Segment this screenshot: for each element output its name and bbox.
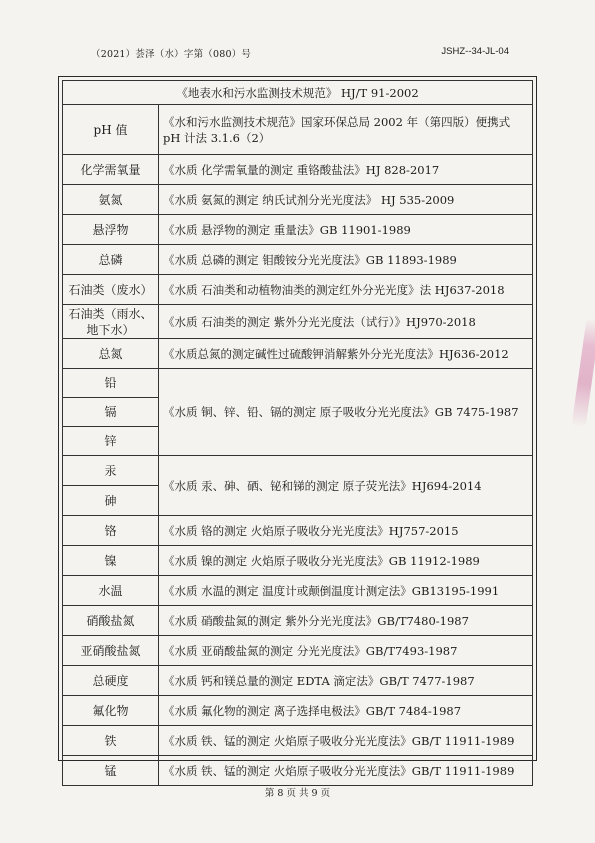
analysis-method: 《水质总氮的测定碱性过硫酸钾消解紫外分光光度法》HJ636-2012 — [159, 339, 533, 369]
parameter-name: 氨氮 — [63, 185, 159, 215]
analysis-method: 《水和污水监测技术规范》国家环保总局 2002 年（第四版）便携式 pH 计法 3.1.6（2） — [159, 105, 533, 155]
table-row — [63, 185, 533, 215]
table-row — [63, 245, 533, 275]
parameter-name: 悬浮物 — [63, 215, 159, 245]
parameter-name: 汞 — [63, 456, 159, 486]
table-row — [63, 696, 533, 726]
parameter-name: 石油类（雨水、地下水） — [63, 305, 159, 339]
table-row — [63, 756, 533, 786]
table-row — [63, 215, 533, 245]
form-code: JSHZ--34-JL-04 — [441, 46, 509, 57]
analysis-method: 《水质 总磷的测定 钼酸铵分光光度法》GB 11893-1989 — [159, 245, 533, 275]
table-row — [63, 339, 533, 369]
analysis-method: 《水质 石油类和动植物油类的测定红外分光光度》法 HJ637-2018 — [159, 275, 533, 305]
parameter-name: 硝酸盐氮 — [63, 606, 159, 636]
page-number: 第 8 页 共 9 页 — [264, 788, 331, 799]
analysis-method: 《水质 铁、锰的测定 火焰原子吸收分光光度法》GB/T 11911-1989 — [159, 726, 533, 756]
analysis-method: 《水质 铁、锰的测定 火焰原子吸收分光光度法》GB/T 11911-1989 — [159, 756, 533, 786]
analysis-method: 《水质 硝酸盐氮的测定 紫外分光光度法》GB/T7480-1987 — [159, 606, 533, 636]
parameter-name: 总氮 — [63, 339, 159, 369]
table-row — [63, 456, 533, 486]
analysis-method: 《水质 石油类的测定 紫外分光光度法（试行）》HJ970-2018 — [159, 305, 533, 339]
parameter-name: 氟化物 — [63, 696, 159, 726]
parameter-name: 石油类（废水） — [63, 275, 159, 305]
parameter-name: 铬 — [63, 516, 159, 546]
parameter-name: 锌 — [63, 427, 159, 456]
parameter-name: 镉 — [63, 398, 159, 427]
table-row — [63, 305, 533, 339]
table-row — [63, 576, 533, 606]
table-row — [63, 105, 533, 155]
analysis-method: 《水质 氟化物的测定 离子选择电极法》GB/T 7484-1987 — [159, 696, 533, 726]
pink-stamp-mark — [571, 318, 595, 429]
standard-title: 《地表水和污水监测技术规范》 HJ/T 91-2002 — [63, 81, 533, 105]
parameter-name: 亚硝酸盐氮 — [63, 636, 159, 666]
table-row — [63, 606, 533, 636]
method-table-body — [63, 81, 533, 786]
parameter-name: pH 值 — [63, 105, 159, 155]
analysis-method: 《水质 化学需氧量的测定 重铬酸盐法》HJ 828-2017 — [159, 155, 533, 185]
table-row — [63, 275, 533, 305]
parameter-name: 铁 — [63, 726, 159, 756]
parameter-name: 砷 — [63, 486, 159, 516]
parameter-name: 总硬度 — [63, 666, 159, 696]
analysis-method: 《水质 汞、砷、硒、铋和锑的测定 原子荧光法》HJ694-2014 — [159, 456, 533, 516]
parameter-name: 总磷 — [63, 245, 159, 275]
parameter-name: 锰 — [63, 756, 159, 786]
table-row — [63, 546, 533, 576]
table-row — [63, 666, 533, 696]
analysis-method: 《水质 铬的测定 火焰原子吸收分光光度法》HJ757-2015 — [159, 516, 533, 546]
method-table — [62, 80, 533, 786]
table-row — [63, 369, 533, 398]
analysis-method: 《水质 氨氮的测定 纳氏试剂分光光度法》 HJ 535-2009 — [159, 185, 533, 215]
analysis-method: 《水质 水温的测定 温度计或颠倒温度计测定法》GB13195-1991 — [159, 576, 533, 606]
table-row — [63, 636, 533, 666]
table-header-row — [63, 81, 533, 105]
table-row — [63, 516, 533, 546]
parameter-name: 化学需氧量 — [63, 155, 159, 185]
analysis-method: 《水质 悬浮物的测定 重量法》GB 11901-1989 — [159, 215, 533, 245]
parameter-name: 水温 — [63, 576, 159, 606]
analysis-method: 《水质 钙和镁总量的测定 EDTA 滴定法》GB/T 7477-1987 — [159, 666, 533, 696]
parameter-name: 铅 — [63, 369, 159, 398]
analysis-method: 《水质 镍的测定 火焰原子吸收分光光度法》GB 11912-1989 — [159, 546, 533, 576]
analysis-method: 《水质 亚硝酸盐氮的测定 分光光度法》GB/T7493-1987 — [159, 636, 533, 666]
table-row — [63, 155, 533, 185]
table-row — [63, 726, 533, 756]
parameter-name: 镍 — [63, 546, 159, 576]
document-number: （2021）荟泽（水）字第（080）号 — [91, 49, 252, 60]
analysis-method: 《水质 铜、锌、铅、镉的测定 原子吸收分光光度法》GB 7475-1987 — [159, 369, 533, 456]
